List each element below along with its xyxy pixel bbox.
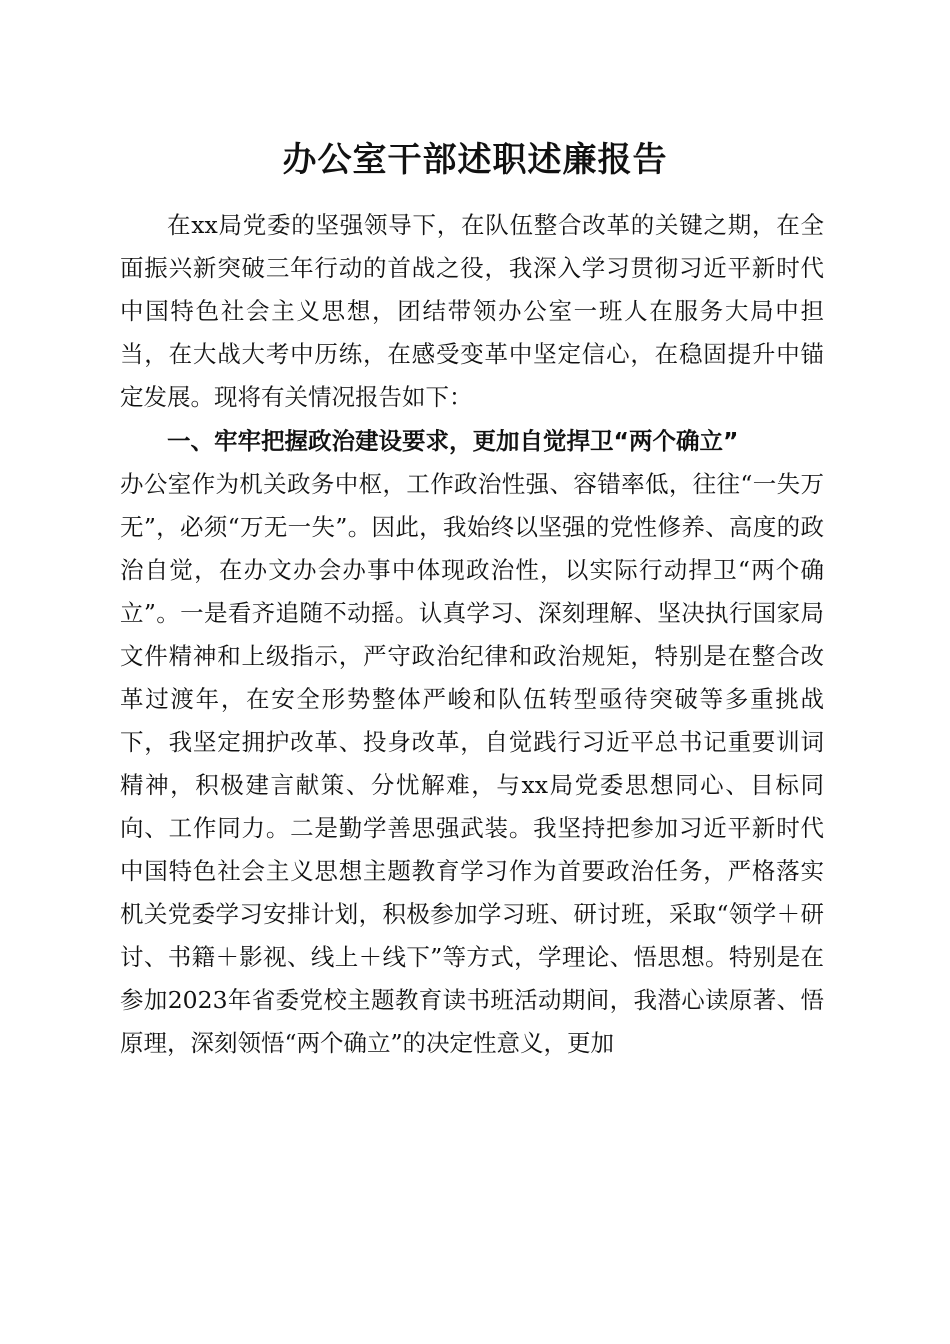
intro-paragraph: 在xx局党委的坚强领导下，在队伍整合改革的关键之期，在全面振兴新突破三年行动的首战之役，我深入学习贯彻习近平新时代中国特色社会主义思想，团结带领办公室一班人在服务大局中担当，在大战大考中历练，在感受变革中坚定信心，在稳固提升中锚定发展。现将有关情况报告如下： xyxy=(120,211,824,411)
document-body xyxy=(120,204,824,1065)
document-title: 办公室干部述职述廉报告 xyxy=(282,140,668,180)
section-1-paragraph: 办公室作为机关政务中枢，工作政治性强、容错率低，往往“一失万无”，必须“万无一失”。因此，我始终以坚强的党性修养、高度的政治自觉，在办文办会办事中体现政治性，以实际行动捍卫“两个确立”。一是看齐追随不动摇。认真学习、深刻理解、坚决执行国家局文件精神和上级指示，严守政治纪律和政治规矩，特别是在整合改革过渡年，在安全形势整体严峻和队伍转型亟待突破等多重挑战下，我坚定拥护改革、投身改革，自觉践行习近平总书记重要训词精神，积极建言献策、分忧解难，与xx局党委思想同心、目标同向、工作同力。二是勤学善思强武装。我坚持把参加习近平新时代中国特色社会主义思想主题教育学习作为首要政治任务，严格落实机关党委学习安排计划，积极参加学习班、研讨班，采取“领学＋研讨、书籍＋影视、线上＋线下”等方式，学理论、悟思想。特别是在参加2023年省委党校主题教育读书班活动期间，我潜心读原著、悟原理，深刻领悟“两个确立”的决定性意义，更加 xyxy=(120,470,824,1057)
section-heading-1: 一、牢牢把握政治建设要求，更加自觉捍卫“两个确立” xyxy=(167,427,739,455)
